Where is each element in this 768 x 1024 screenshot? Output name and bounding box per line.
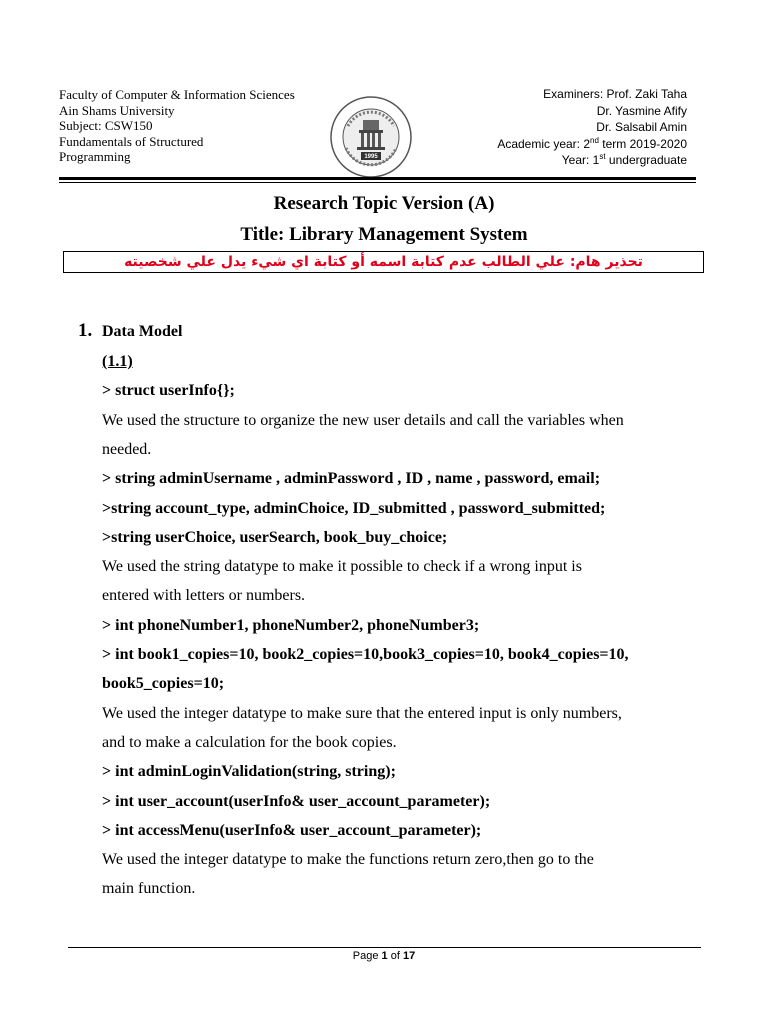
body-text-line: needed. — [102, 441, 152, 458]
warning-box — [63, 251, 704, 273]
year-line: Year: 1st undergraduate — [561, 152, 687, 167]
body-text-line: We used the integer datatype to make sure that the entered input is only numbers, — [102, 705, 622, 722]
body-text-line: We used the string datatype to make it possible to check if a wrong input is — [102, 558, 582, 575]
course-line-2: Programming — [59, 149, 131, 164]
code-line: > string adminUsername , adminPassword , ID , name , password, email; — [102, 470, 601, 487]
body-text-line: We used the integer datatype to make the functions return zero,then go to the — [102, 851, 594, 868]
current-page: 1 — [381, 950, 388, 962]
footer-rule — [68, 947, 701, 948]
subject-line: Subject: CSW150 — [59, 118, 153, 133]
examiner-1: Examiners: Prof. Zaki Taha — [543, 87, 687, 101]
body-text-line: and to make a calculation for the book copies. — [102, 734, 397, 751]
logo-year: 1995 — [364, 154, 378, 160]
body-text-line: We used the structure to organize the new user details and call the variables when — [102, 412, 624, 429]
code-line: > int phoneNumber1, phoneNumber2, phoneNumber3; — [102, 617, 480, 634]
examiner-3: Dr. Salsabil Amin — [596, 120, 687, 134]
examiner-2: Dr. Yasmine Afify — [596, 103, 687, 118]
header-rule-thin — [59, 182, 696, 183]
document-title: Title: Library Management System — [240, 224, 528, 245]
section-number: 1. — [78, 320, 93, 341]
code-line: >string account_type, adminChoice, ID_submitted , password_submitted; — [102, 500, 606, 517]
research-topic-version: Research Topic Version (A) — [273, 193, 495, 214]
code-line: book5_copies=10; — [102, 675, 225, 692]
page-footer: Page 1 of 17 — [352, 950, 416, 962]
code-line: > int book1_copies=10, book2_copies=10,book3_copies=10, book4_copies=10, — [102, 646, 629, 663]
institution-block — [59, 87, 295, 165]
code-line: > int adminLoginValidation(string, string); — [102, 763, 396, 780]
code-line: (1.1) — [102, 353, 133, 370]
university-seal-logo — [330, 96, 412, 178]
faculty-line: Faculty of Computer & Information Sciences — [59, 87, 295, 102]
total-pages: 17 — [402, 950, 416, 962]
code-line: > int user_account(userInfo& user_account_parameter); — [102, 793, 491, 810]
body-text-line: main function. — [102, 880, 196, 897]
examiners-block — [497, 86, 687, 169]
code-line: > struct userInfo{}; — [102, 382, 235, 399]
code-line: >string userChoice, userSearch, book_buy_choice; — [102, 529, 448, 546]
header-rule-thick — [59, 177, 696, 180]
course-line-1: Fundamentals of Structured — [59, 133, 204, 149]
university-line: Ain Shams University — [59, 102, 175, 118]
academic-year-line: Academic year: 2nd term 2019-2020 — [497, 135, 687, 151]
section-title: Data Model — [102, 323, 183, 340]
warning-text: تحذير هام: علي الطالب عدم كتابة اسمه أو كتابة اي شيء يدل علي شخصيته — [124, 254, 643, 270]
code-line: > int accessMenu(userInfo& user_account_parameter); — [102, 822, 482, 839]
body-text-line: entered with letters or numbers. — [102, 587, 306, 604]
